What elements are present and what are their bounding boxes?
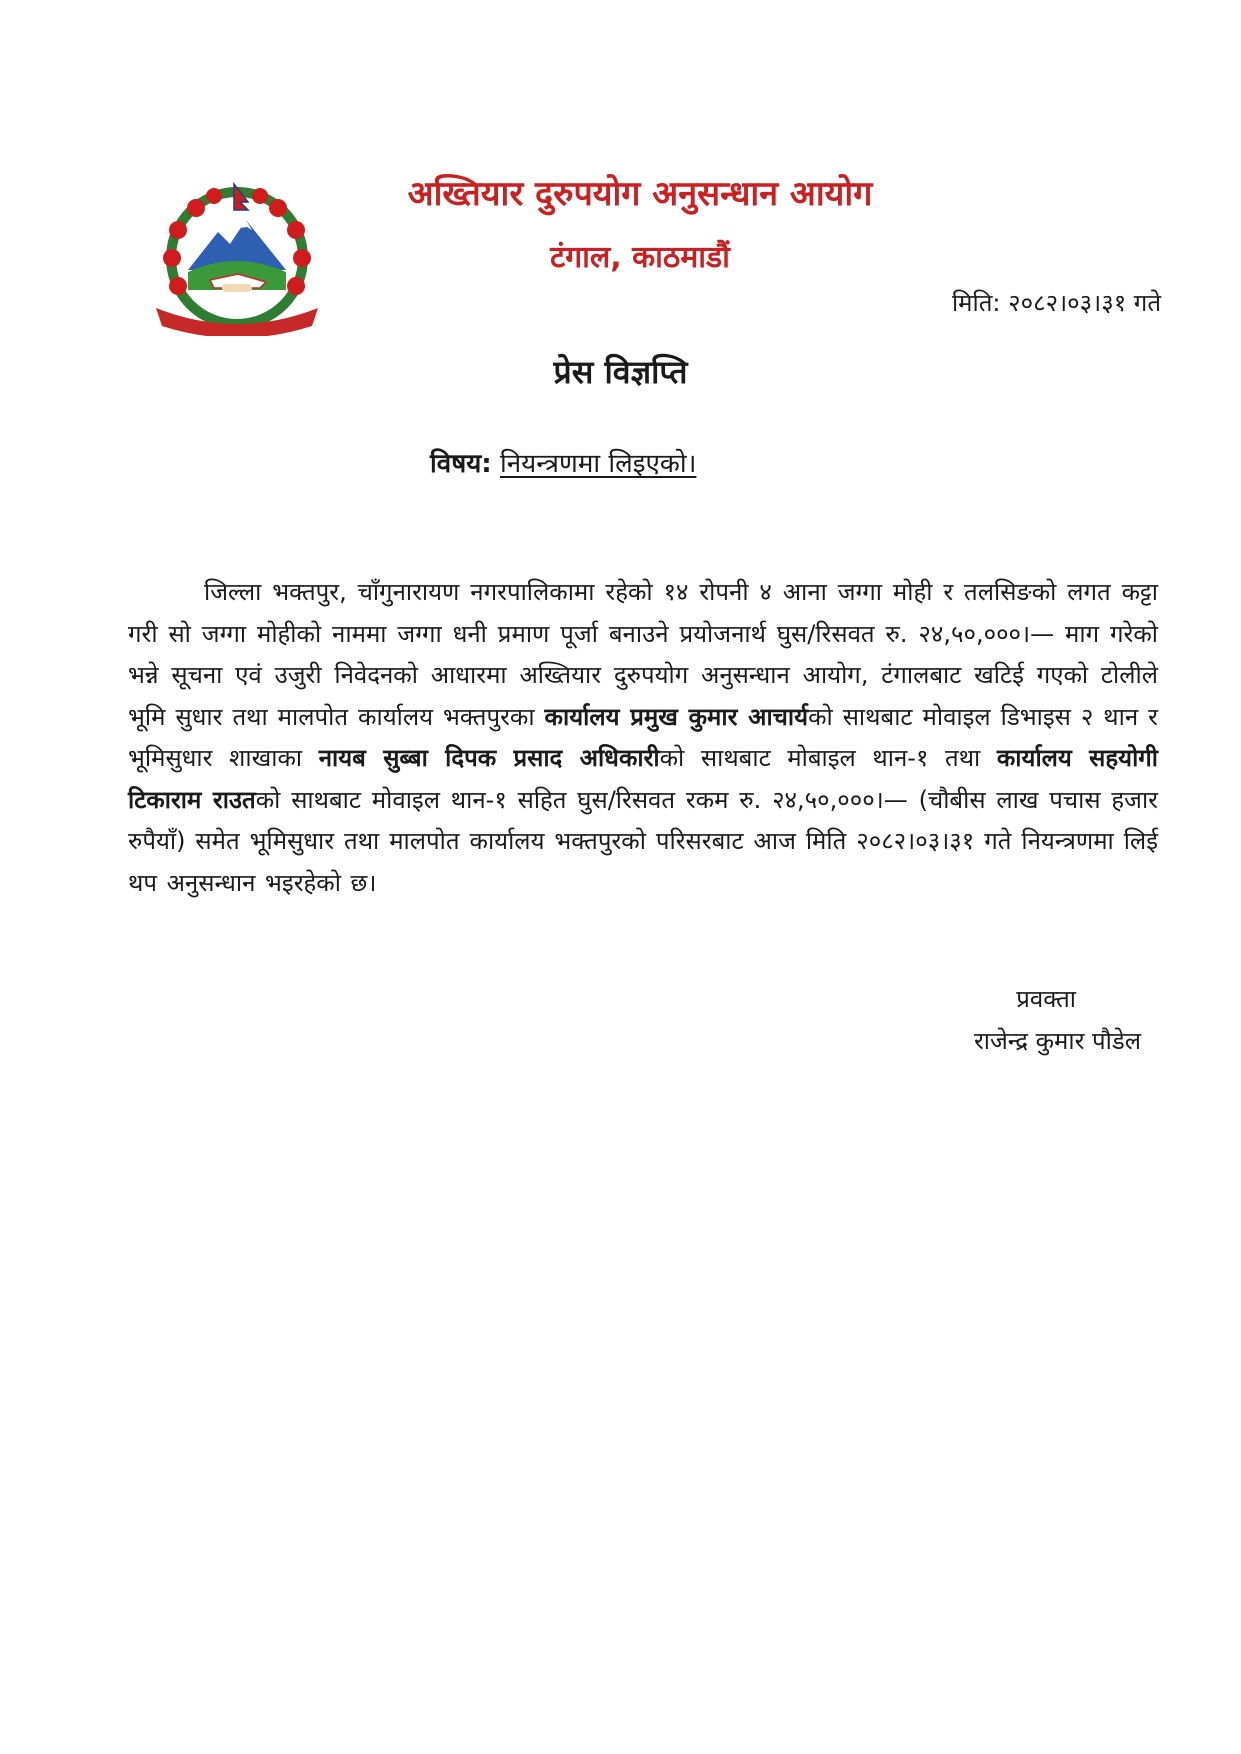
subject-text: नियन्त्रणमा लिइएको। <box>499 449 697 479</box>
organization-address: टंगाल, काठमाडौं <box>550 240 730 275</box>
body-bold-official-3: कार्यालय सहयोगी टिकाराम राउत <box>128 744 1159 814</box>
body-text-part-1: जिल्ला भक्तपुर, चाँगुनारायण नगरपालिकामा रहेको १४ रोपनी ४ आना जग्गा मोही र तलसिङको लगत कट्टा गरी सो जग्गा मोहीको नाममा जग्गा धनी प्रमाण पूर्जा बनाउने प्रयोजनार्थ घुस/रिसवत रु. २४,५०,०००।— माग गरेको भन्ने सूचना एवं उजुरी निवेदनको आधारमा अख्तियार दुरुपयोग अनुसन्धान आयोग, टंगालबाट खटिई गएको टोलीले भूमि सुधार तथा मालपोत कार्यालय भक्तपुरका <box>128 578 1158 731</box>
nepal-government-emblem-icon <box>148 180 326 336</box>
body-bold-official-2: नायब सुब्बा दिपक प्रसाद अधिकारी <box>318 744 660 772</box>
subject-label: विषय: <box>430 449 492 479</box>
organization-name: अख्तियार दुरुपयोग अनुसन्धान आयोग <box>407 174 873 214</box>
body-text-part-2: को साथबाट मोवाइल डिभाइस २ थान र भूमिसुधार शाखाका <box>128 702 1158 772</box>
signature-name: राजेन्द्र कुमार पौडेल <box>973 1027 1141 1055</box>
subject-line <box>430 446 696 482</box>
document-title: प्रेस विज्ञप्ति <box>553 353 688 391</box>
body-paragraph <box>128 572 1158 904</box>
body-text-part-4: को साथबाट मोवाइल थान-१ सहित घुस/रिसवत रकम रु. २४,५०,०००।— (चौबीस लाख पचास हजार रुपैयाँ) समेत भूमिसुधार तथा मालपोत कार्यालय भक्तपुरको परिसरबाट आज मिति २०८२।०३।३१ गते नियन्त्रणमा लिई थप अनुसन्धान भइरहेको छ। <box>128 785 1158 897</box>
body-bold-official-1: कार्यालय प्रमुख कुमार आचार्य <box>544 702 809 731</box>
signature-role: प्रवक्ता <box>1016 985 1076 1013</box>
document-date: मिति: २०८२।०३।३१ गते <box>951 289 1161 317</box>
body-text-part-3: को साथबाट मोबाइल थान-१ तथा <box>659 744 997 772</box>
